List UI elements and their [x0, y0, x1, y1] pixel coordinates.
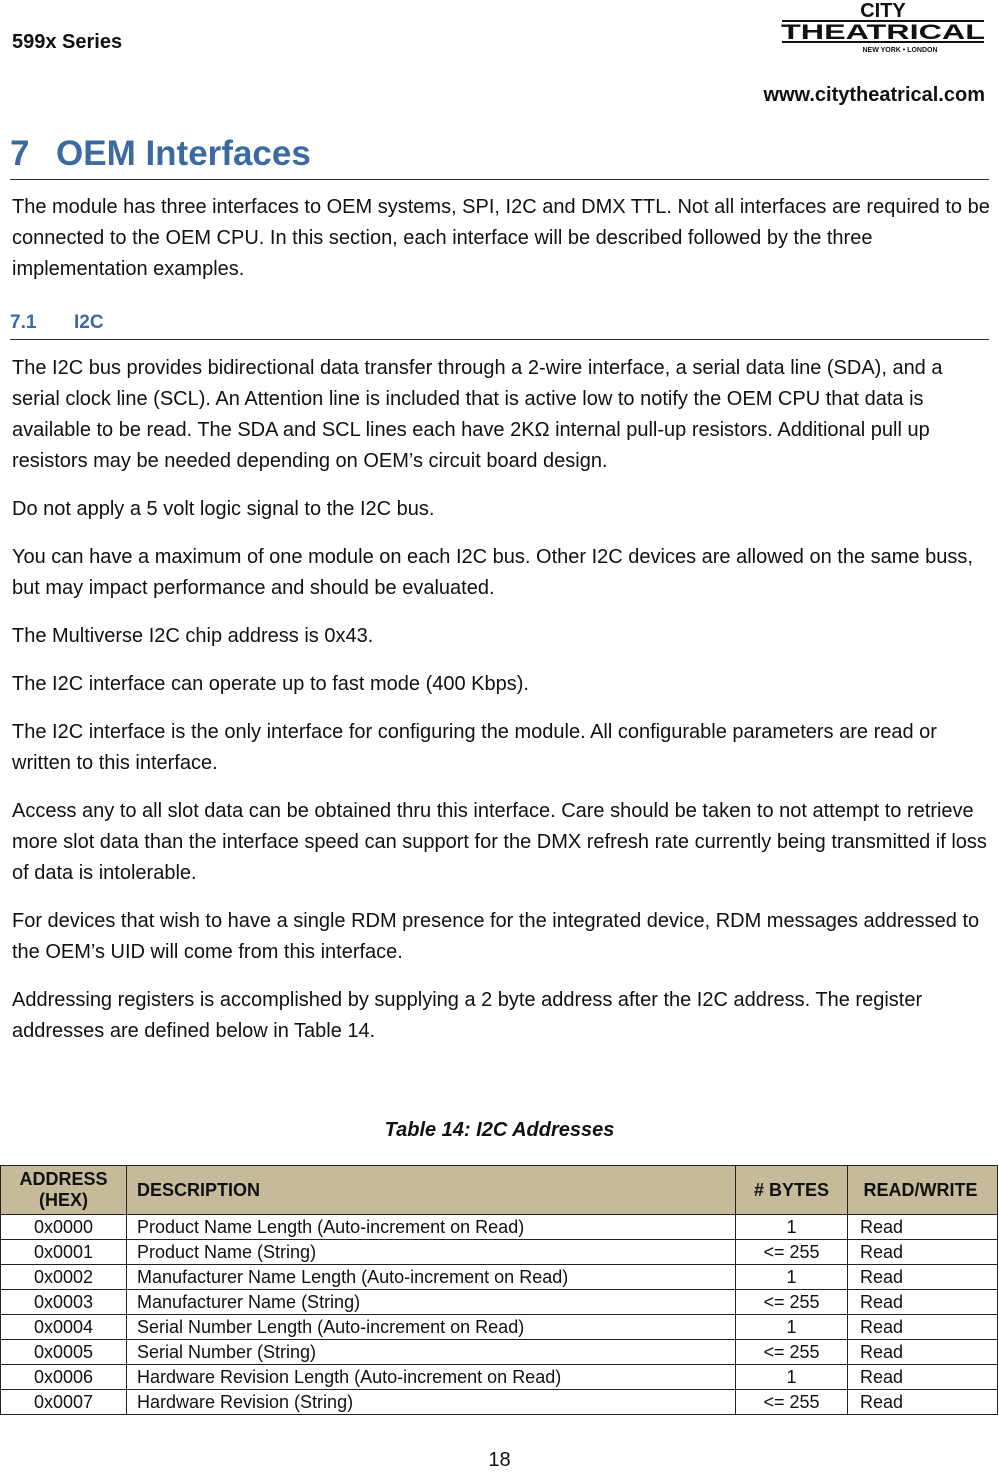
cell-description: Manufacturer Name (String)	[127, 1290, 736, 1315]
header-address: ADDRESS (HEX)	[1, 1166, 127, 1215]
paragraph: Access any to all slot data can be obtained thru this interface. Care should be taken to not attempt to retrieve more slot data than the interface speed can support for the DMX refresh rate currently being transmitted if loss of data is intolerable.	[12, 800, 987, 884]
cell-address: 0x0002	[1, 1265, 127, 1290]
subsection-title: I2C	[74, 312, 104, 333]
logo-theatrical-text: THEATRICAL	[781, 21, 986, 44]
logo-location-text: NEW YORK • LONDON	[862, 47, 938, 54]
cell-read-write: Read	[848, 1340, 998, 1365]
table-row	[1, 1215, 998, 1240]
table-row	[1, 1390, 998, 1415]
cell-read-write: Read	[848, 1315, 998, 1340]
cell-address: 0x0005	[1, 1340, 127, 1365]
paragraph: For devices that wish to have a single RDM presence for the integrated device, RDM messages addressed to the OEM’s UID will come from this interface.	[12, 910, 980, 963]
header-read-write: READ/WRITE	[848, 1166, 998, 1215]
page-number: 18	[488, 1449, 511, 1471]
cell-bytes: <= 255	[736, 1240, 848, 1265]
subsection-heading	[10, 306, 989, 340]
cell-description: Serial Number Length (Auto-increment on Read)	[127, 1315, 736, 1340]
cell-description: Hardware Revision (String)	[127, 1390, 736, 1415]
table-row	[1, 1365, 998, 1390]
table-row	[1, 1340, 998, 1365]
cell-description: Serial Number (String)	[127, 1340, 736, 1365]
cell-address: 0x0007	[1, 1390, 127, 1415]
paragraph: Addressing registers is accomplished by supplying a 2 byte address after the I2C address. The register addresses are defined below in Table 14.	[12, 989, 923, 1042]
cell-address: 0x0000	[1, 1215, 127, 1240]
cell-bytes: 1	[736, 1265, 848, 1290]
cell-read-write: Read	[848, 1240, 998, 1265]
subsection-body	[12, 353, 992, 1064]
section-intro: The module has three interfaces to OEM systems, SPI, I2C and DMX TTL. Not all interfaces are required to be connected to the OEM CPU. In this section, each interface will be described followed by the three implementation examples.	[12, 196, 990, 280]
section-heading	[10, 133, 989, 180]
paragraph: The Multiverse I2C chip address is 0x43.	[12, 625, 374, 647]
cell-bytes: 1	[736, 1315, 848, 1340]
cell-bytes: <= 255	[736, 1290, 848, 1315]
cell-description: Product Name Length (Auto-increment on Read)	[127, 1215, 736, 1240]
table-row	[1, 1290, 998, 1315]
paragraph: Do not apply a 5 volt logic signal to the I2C bus.	[12, 498, 435, 520]
subsection-number: 7.1	[10, 312, 37, 333]
cell-address: 0x0003	[1, 1290, 127, 1315]
header-bytes: # BYTES	[736, 1166, 848, 1215]
cell-address: 0x0004	[1, 1315, 127, 1340]
cell-address: 0x0001	[1, 1240, 127, 1265]
paragraph: The I2C bus provides bidirectional data transfer through a 2-wire interface, a serial data line (SDA), and a serial clock line (SCL). An Attention line is included that is active low to notify the OEM CPU that data is available to be read. The SDA and SCL lines each have 2KΩ internal pull-up resistors. Additional pull up resistors may be needed depending on OEM’s circuit board design.	[12, 357, 943, 472]
paragraph: The I2C interface can operate up to fast mode (400 Kbps).	[12, 673, 529, 695]
section-number: 7	[10, 134, 30, 173]
cell-read-write: Read	[848, 1290, 998, 1315]
table-header-row	[1, 1166, 998, 1215]
cell-description: Hardware Revision Length (Auto-increment on Read)	[127, 1365, 736, 1390]
table-row	[1, 1315, 998, 1340]
paragraph: You can have a maximum of one module on each I2C bus. Other I2C devices are allowed on the same buss, but may impact performance and should be evaluated.	[12, 546, 973, 599]
city-theatrical-logo	[778, 0, 988, 56]
cell-address: 0x0006	[1, 1365, 127, 1390]
cell-bytes: <= 255	[736, 1390, 848, 1415]
cell-bytes: <= 255	[736, 1340, 848, 1365]
cell-read-write: Read	[848, 1365, 998, 1390]
cell-read-write: Read	[848, 1215, 998, 1240]
table-caption: Table 14: I2C Addresses	[384, 1119, 615, 1141]
section-title: OEM Interfaces	[56, 134, 311, 173]
table-row	[1, 1265, 998, 1290]
logo-city-text: CITY	[860, 0, 906, 22]
cell-description: Manufacturer Name Length (Auto-increment on Read)	[127, 1265, 736, 1290]
paragraph: The I2C interface is the only interface for configuring the module. All configurable parameters are read or written to this interface.	[12, 721, 937, 774]
series-title: 599x Series	[12, 31, 123, 53]
website-url: www.citytheatrical.com	[763, 84, 985, 106]
cell-bytes: 1	[736, 1365, 848, 1390]
cell-description: Product Name (String)	[127, 1240, 736, 1265]
i2c-address-table	[0, 1165, 998, 1415]
cell-read-write: Read	[848, 1390, 998, 1415]
cell-read-write: Read	[848, 1265, 998, 1290]
table-row	[1, 1240, 998, 1265]
cell-bytes: 1	[736, 1215, 848, 1240]
header-description: DESCRIPTION	[127, 1166, 736, 1215]
